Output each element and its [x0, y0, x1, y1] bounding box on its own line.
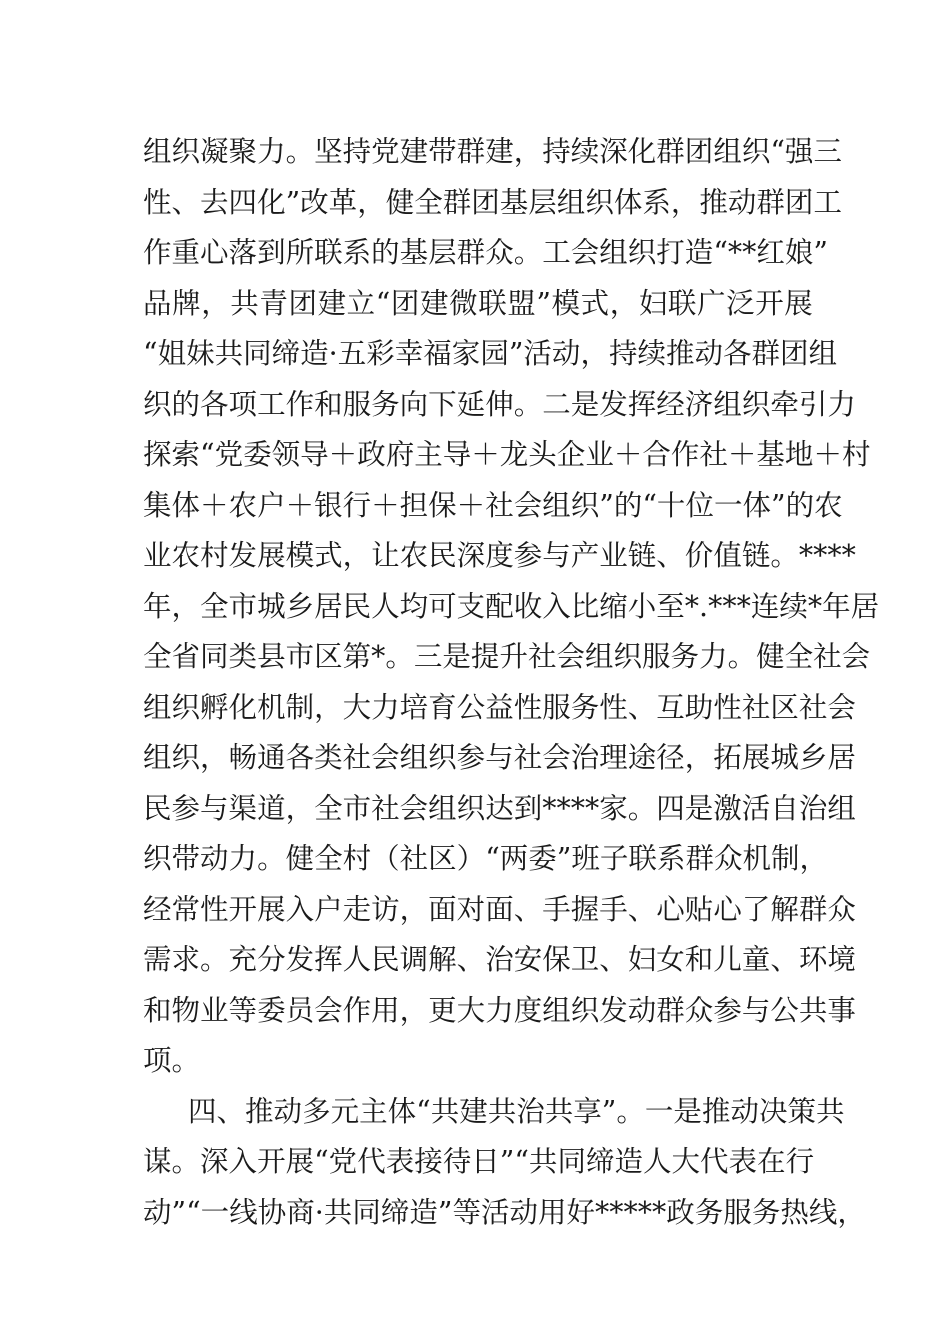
- text-line: 性 、 去 四 化 ” 改 革 ， 健 全 群 团 基 层 组 织 体 系 ， 推 动 群 团 工: [143, 185, 842, 219]
- text-line: 组 织 ， 畅 通 各 类 社 会 组 织 参 与 社 会 治 理 途 径 ， 拓 展 城 乡 居: [143, 741, 856, 774]
- text-line: 品 牌 ， 共 青 团 建 立 “ 团 建 微 联 盟 ” 模 式 ， 妇 联 广 泛 开 展: [143, 286, 813, 320]
- text-line: 民 参 与 渠 道 ， 全 市 社 会 组 织 达 到 * * * * 家 。 四 是 激 活 自 治 组: [143, 791, 856, 825]
- text-line: 经 常 性 开 展 入 户 走 访 ， 面 对 面 、 手 握 手 、 心 贴 心 了 解 群 众: [143, 892, 856, 926]
- text-line: “ 姐 妹 共 同 缔 造 · 五 彩 幸 福 家 园 ” 活 动 ， 持 续 推 动 各 群 团 组: [143, 337, 838, 370]
- text-line: 组 织 孵 化 机 制 ， 大 力 培 育 公 益 性 服 务 性 、 互 助 性 社 区 社 会: [143, 690, 856, 724]
- text-line: 动 ” “ 一 线 协 商 · 共 同 缔 造 ” 等 活 动 用 好 * * * * * 政 务 服 务 热 线 ，: [143, 1195, 866, 1229]
- text-line: 年 ， 全 市 城 乡 居 民 人 均 可 支 配 收 入 比 缩 小 至 * . * * * 连 续 * 年 居: [143, 589, 880, 623]
- text-line: 业 农 村 发 展 模 式 ， 让 农 民 深 度 参 与 产 业 链 、 价 值 链 。 * * * *: [143, 539, 856, 572]
- text-line: 需 求 。 充 分 发 挥 人 民 调 解 、 治 安 保 卫 、 妇 女 和 儿 童 、 环 境: [143, 943, 856, 976]
- text-line: 织 的 各 项 工 作 和 服 务 向 下 延 伸 。 二 是 发 挥 经 济 组 织 牵 引 力: [143, 387, 856, 421]
- section-heading-line: 四 、 推 动 多 元 主 体 “ 共 建 共 治 共 享 ” 。 一 是 推 动 决 策 共: [188, 1094, 845, 1128]
- text-line: 组 织 凝 聚 力 。 坚 持 党 建 带 群 建 ， 持 续 深 化 群 团 组 织 “ 强 三: [143, 135, 842, 168]
- body-text: [143, 127, 880, 1238]
- text-line: 项。: [143, 1044, 201, 1077]
- text-line: 集 体 ＋ 农 户 ＋ 银 行 ＋ 担 保 ＋ 社 会 组 织 ” 的 “ 十 位 一 体 ” 的 农: [143, 488, 843, 522]
- text-line: 探 索 “ 党 委 领 导 ＋ 政 府 主 导 ＋ 龙 头 企 业 ＋ 合 作 社 ＋ 基 地 ＋ 村: [143, 438, 871, 471]
- text-line: 和 物 业 等 委 员 会 作 用 ， 更 大 力 度 组 织 发 动 群 众 参 与 公 共 事: [143, 993, 856, 1027]
- text-line: 全 省 同 类 县 市 区 第 * 。 三 是 提 升 社 会 组 织 服 务 力 。 健 全 社 会: [143, 640, 871, 673]
- text-line: 织 带 动 力 。 健 全 村 （ 社 区 ） “ 两 委 ” 班 子 联 系 群 众 机 制 ，: [143, 842, 829, 875]
- text-line: 谋 。 深 入 开 展 “ 党 代 表 接 待 日 ” “ 共 同 缔 造 人 大 代 表 在 行: [143, 1145, 815, 1178]
- text-line: 作 重 心 落 到 所 联 系 的 基 层 群 众 。 工 会 组 织 打 造 “ * * 红 娘 ”: [143, 236, 828, 269]
